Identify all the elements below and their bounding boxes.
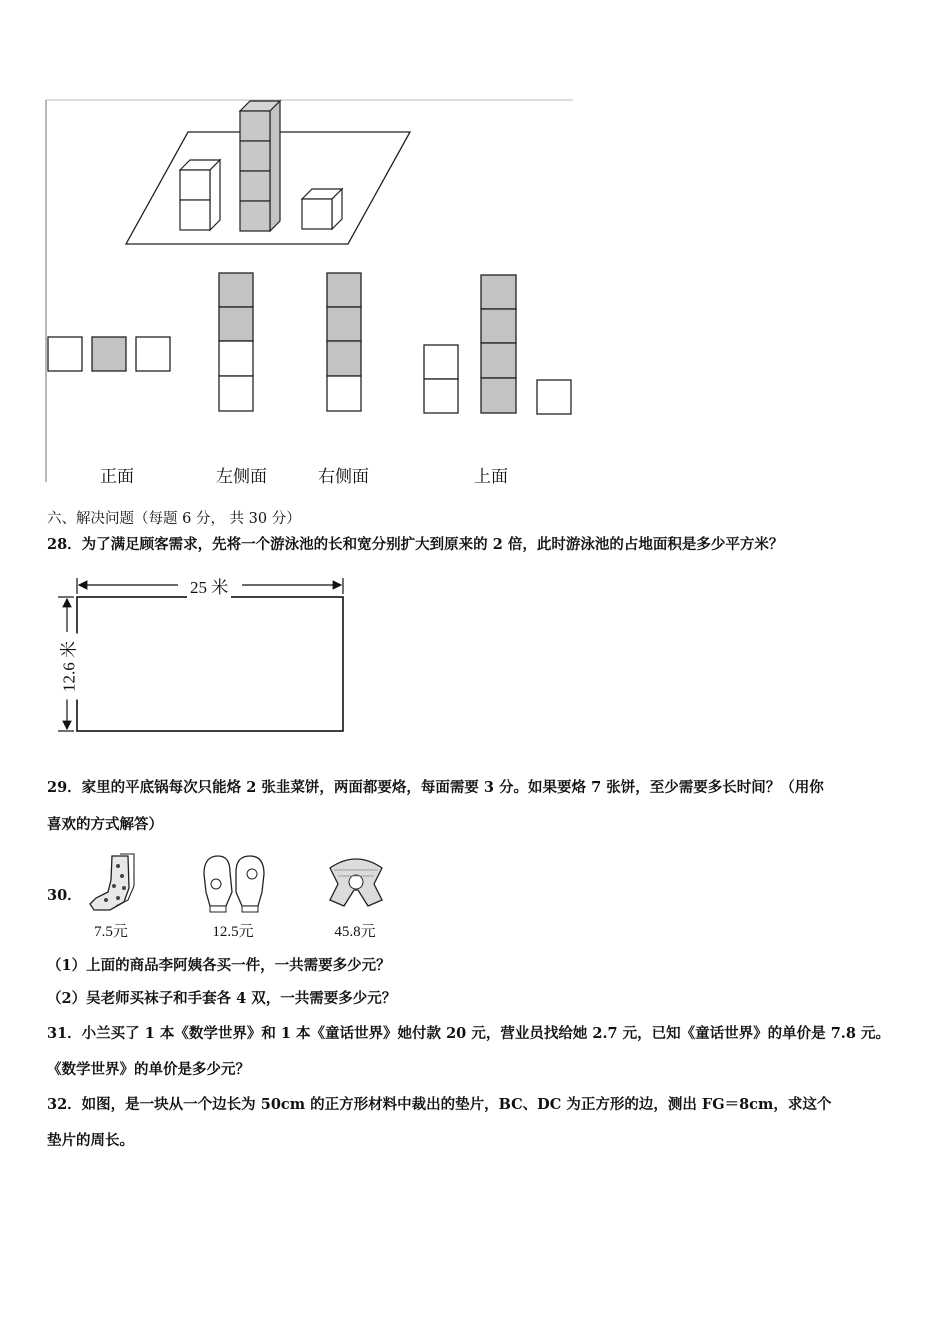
scarf-icon	[324, 848, 388, 913]
question-30-sub2: （2）吴老师买袜子和手套各 4 双，一共需要多少元？	[47, 990, 397, 1007]
view-top	[424, 275, 571, 414]
cube-stack-left	[180, 160, 220, 230]
socks-price: 7.5元	[94, 924, 128, 940]
question-29-line2: 喜欢的方式解答）	[47, 816, 163, 833]
scarf-price: 45.8元	[334, 924, 376, 940]
socks-icon	[84, 852, 144, 917]
pool-length-label: 25 米	[187, 573, 231, 598]
section-heading: 六、解决问题（每题 6 分， 共 30 分）	[47, 511, 301, 527]
question-31-line2: 《数学世界》的单价是多少元？	[47, 1061, 250, 1078]
label-top-view: 上面	[474, 467, 508, 487]
question-29-line1: 29．家里的平底锅每次只能烙 2 张韭菜饼，两面都要烙，每面需要 3 分。如果要烙 7 张饼，至少需要多长时间？（用你	[47, 779, 824, 796]
view-front	[48, 337, 170, 371]
cube-figure	[0, 0, 600, 500]
cube-figure-drawing	[0, 0, 600, 500]
view-left-side	[219, 273, 253, 411]
question-31-line1: 31．小兰买了 1 本《数学世界》和 1 本《童话世界》她付款 20 元，营业员找给她 2.7 元，已知《童话世界》的单价是 7.8 元。	[47, 1025, 890, 1042]
label-right-view: 右侧面	[318, 467, 369, 487]
question-30-sub1: （1）上面的商品李阿姨各买一件，一共需要多少元？	[47, 957, 391, 974]
question-32-line1: 32．如图，是一块从一个边长为 50cm 的正方形材料中裁出的垫片，BC、DC 为正方形的边，测出 FG＝8cm，求这个	[47, 1096, 832, 1113]
gloves-price: 12.5元	[212, 924, 254, 940]
pool-rectangle	[77, 597, 343, 731]
view-right-side	[327, 273, 361, 411]
question-30-number: 30．	[47, 887, 82, 904]
cube-single	[302, 189, 342, 229]
question-28-text: 28．为了满足顾客需求，先将一个游泳池的长和宽分别扩大到原来的 2 倍，此时游泳池的占地面积是多少平方米？	[47, 536, 784, 553]
label-front-view: 正面	[100, 467, 134, 487]
label-left-view: 左侧面	[216, 467, 267, 487]
cube-stack-tall	[240, 101, 280, 231]
gloves-icon	[198, 852, 270, 917]
pool-width-label: 12.6 米	[55, 634, 80, 700]
pool-diagram	[50, 570, 360, 740]
question-32-line2: 垫片的周长。	[47, 1132, 134, 1149]
